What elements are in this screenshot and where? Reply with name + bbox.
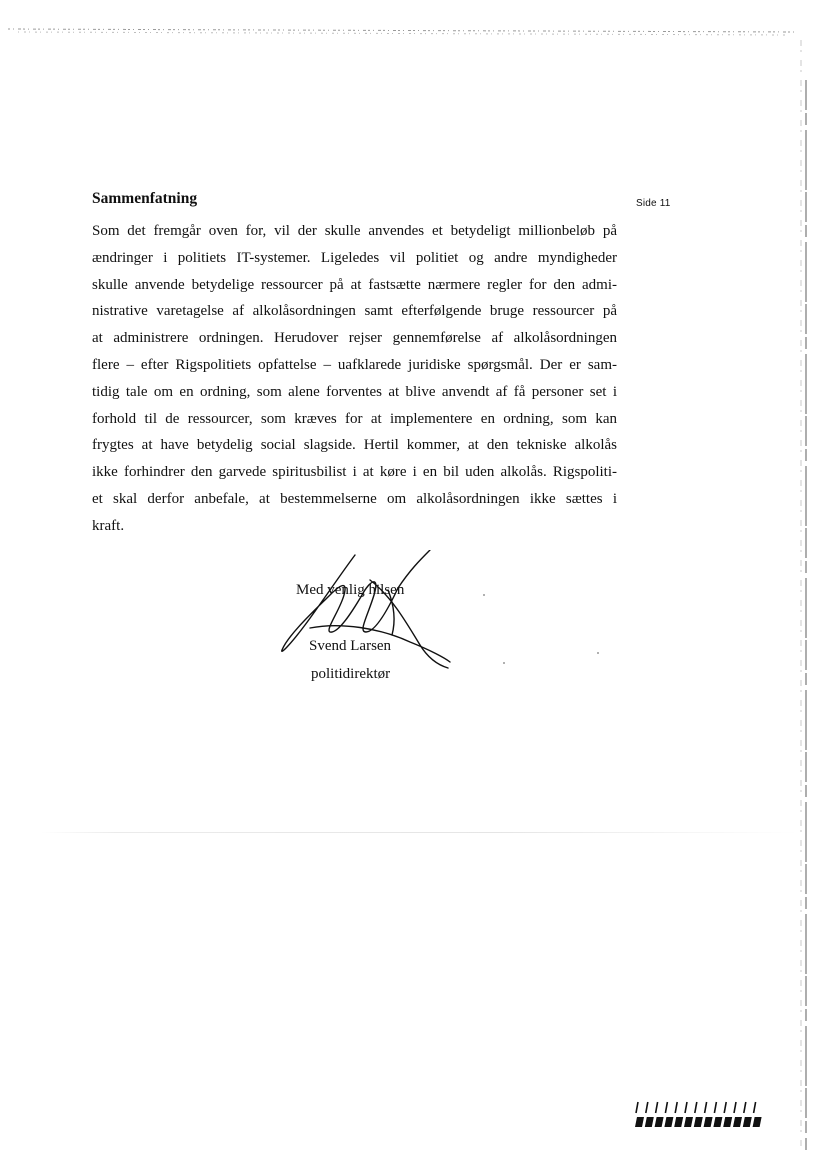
barcode-slash [754,1102,756,1113]
barcode-stamp [632,1100,764,1130]
barcode-block [753,1117,762,1127]
scan-speck [503,662,505,664]
body-paragraph [92,218,617,540]
barcode-block [684,1117,693,1127]
barcode-slash [705,1102,707,1113]
body-line: Som det fremgår oven for, vil der skulle anvendes et betydeligt millionbeløb på [92,223,617,239]
barcode-slash [734,1102,736,1113]
scan-artifact-right-edge [798,40,812,1150]
body-line: tidig tale om en ordning, som alene forventes at blive anvendt af få personer set i [92,383,617,400]
body-line: ændringer i politiets IT-systemer. Ligeledes vil politiet og andre myndigheder [92,249,617,266]
barcode-slash [744,1102,746,1113]
barcode-slash [665,1102,667,1113]
barcode-block [723,1117,732,1127]
barcode-slash [656,1102,658,1113]
body-line: skulle anvende betydelige ressourcer på at fastsætte nærmere regler for den admi- [92,276,617,293]
body-line: flere – efter Rigspolitiets opfattelse – uafklarede juridiske spørgsmål. Der er sam- [92,356,617,373]
section-heading: Sammenfatning [92,190,198,207]
body-line: forhold til de ressourcer, som kræves for at implementere en ordning, som kan [92,410,617,427]
handwritten-signature [270,550,460,680]
signer-name: Svend Larsen [309,638,392,654]
barcode-slash [714,1102,716,1113]
body-line: frygtes at have betydelig social slagside. Hertil kommer, at den tekniske alkolås [92,437,617,454]
body-line: nistrative varetagelse af alkolåsordningen samt efterfølgende bruge ressourcer på [92,303,617,320]
body-line: kraft. [92,517,125,534]
barcode-block [694,1117,703,1127]
barcode-slash [675,1102,677,1113]
barcode-block [645,1117,654,1127]
scan-fold-line [40,832,800,833]
barcode-slash [685,1102,687,1113]
body-line: at administrere ordningen. Herudover rejser gennemførelse af alkolåsordningen [92,330,617,347]
barcode-block [655,1117,664,1127]
barcode-block [743,1117,752,1127]
signer-title: politidirektør [311,666,391,682]
scan-speck [597,652,599,654]
barcode-block [674,1117,683,1127]
barcode-block [713,1117,722,1127]
scan-speck [483,594,485,596]
barcode-slash [636,1102,638,1113]
scan-artifact-top-edge [8,26,798,36]
barcode-slash [695,1102,697,1113]
barcode-block [664,1117,673,1127]
page-number: Side 11 [636,198,671,209]
barcode-slash [724,1102,726,1113]
barcode-block [635,1117,644,1127]
body-line: et skal derfor anbefale, at bestemmelserne om alkolåsordningen ikke sættes i [92,490,617,507]
body-line: ikke forhindrer den garvede spiritusbilist i at køre i en bil uden alkolås. Rigspoliti- [92,464,617,481]
closing-greeting: Med venlig hilsen [296,582,405,598]
barcode-block [733,1117,742,1127]
barcode-block [704,1117,713,1127]
barcode-slash [646,1102,648,1113]
